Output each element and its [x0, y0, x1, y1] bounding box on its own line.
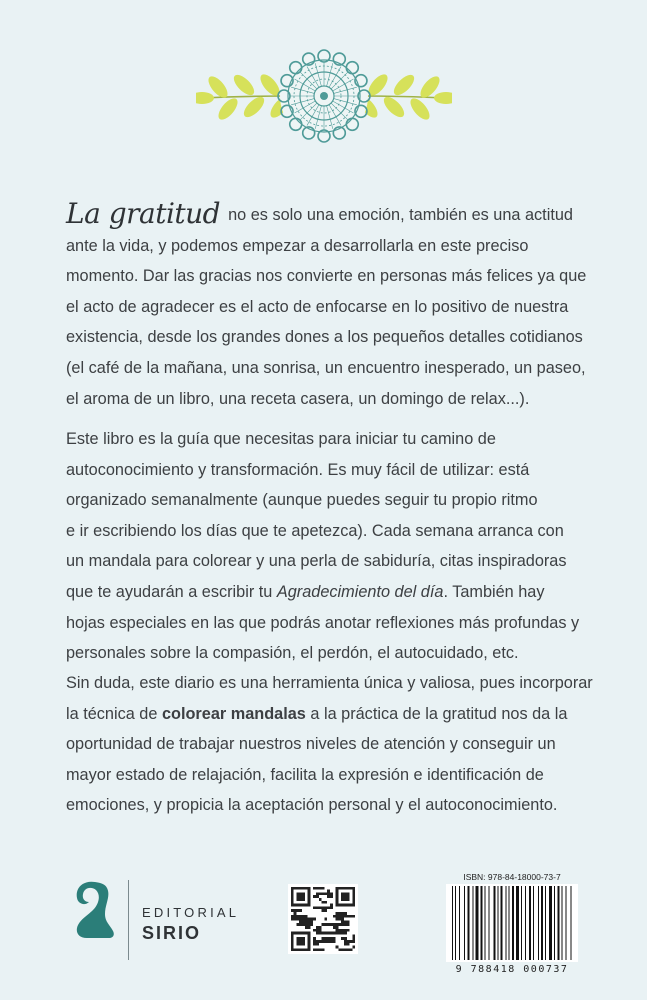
- mandala-ornament-icon: [196, 38, 452, 154]
- text-line: el aroma de un libro, una receta casera, un domingo de relax...).: [66, 389, 530, 408]
- text-line: mayor estado de relajación, facilita la expresión e identificación de: [66, 765, 544, 784]
- mandala-icon: [278, 50, 370, 142]
- paragraph-gratitude: [66, 196, 586, 414]
- text-segment: que te ayudarán a escribir tu: [66, 582, 277, 601]
- text-segment: . También hay: [443, 582, 545, 601]
- swan-logo-icon: [65, 878, 117, 940]
- leaf-icon: [407, 95, 433, 123]
- qr-code-icon: [288, 884, 358, 954]
- text-line: existencia, desde los grandes dones a los pequeños detalles cotidianos: [66, 328, 583, 347]
- leaf-icon: [231, 72, 258, 99]
- text-segment: a la práctica de la gratitud nos da la: [305, 704, 568, 723]
- text-line: el acto de agradecer es el acto de enfocarse en lo positivo de nuestra: [66, 297, 569, 316]
- text-segment: la técnica de: [66, 704, 162, 723]
- ean-digits: 9 788418 000737: [455, 964, 569, 975]
- leaf-icon: [434, 92, 452, 104]
- leaf-icon: [257, 71, 283, 99]
- text-line: autoconocimiento y transformación. Es muy fácil de utilizar: está: [66, 460, 530, 479]
- paragraph-book-guide: [66, 424, 586, 669]
- text-line: ante la vida, y podemos empezar a desarrollarla en este preciso: [66, 236, 529, 255]
- text-line: personales sobre la compasión, el perdón, el autocuidado, etc.: [66, 644, 519, 663]
- text-line: un mandala para colorear y una perla de sabiduría, citas inspiradoras: [66, 552, 567, 571]
- lead-script-title: La gratitud: [66, 197, 221, 230]
- text-line: [66, 196, 586, 231]
- text-line: hojas especiales en las que podrás anotar reflexiones más profundas y: [66, 613, 580, 632]
- leaf-icon: [365, 71, 391, 99]
- leaf-icon: [196, 92, 214, 104]
- text-line: momento. Dar las gracias nos convierte en personas más felices ya que: [66, 267, 587, 286]
- text-line: oportunidad de trabajar nuestros niveles de atención y conseguir un: [66, 735, 556, 754]
- publisher-divider: [128, 880, 129, 960]
- emphasis-book-section: Agradecimiento del día: [276, 582, 444, 601]
- bold-coloring-mandalas: colorear mandalas: [161, 704, 306, 723]
- text-line: (el café de la mañana, una sonrisa, un encuentro inesperado, un paseo,: [66, 358, 586, 377]
- text-line: organizado semanalmente (aunque puedes seguir tu propio ritmo: [66, 491, 538, 510]
- publisher-name-line1: EDITORIAL: [142, 905, 240, 920]
- text-line: e ir escribiendo los días que te apetezca). Cada semana arranca con: [66, 521, 564, 540]
- isbn-barcode: [446, 872, 578, 984]
- text-line: Sin duda, este diario es una herramienta única y valiosa, pues incorporar: [66, 674, 593, 692]
- isbn-label: ISBN: 978-84-18000-73-7: [463, 872, 561, 882]
- text-segment: no es solo una emoción, también es una actitud: [228, 206, 573, 224]
- text-line: emociones, y propicia la aceptación personal y el autoconocimiento.: [66, 796, 558, 815]
- leaf-icon: [215, 95, 241, 123]
- leaf-icon: [391, 72, 418, 99]
- paragraph-diary-value: [66, 668, 593, 821]
- leaf-icon: [381, 94, 408, 121]
- text-line: [66, 577, 586, 608]
- barcode-bars-icon: [446, 884, 578, 962]
- leaf-icon: [241, 94, 268, 121]
- text-line: Este libro es la guía que necesitas para iniciar tu camino de: [66, 430, 496, 448]
- text-line: [66, 699, 586, 730]
- publisher-name-line2: SIRIO: [142, 923, 202, 943]
